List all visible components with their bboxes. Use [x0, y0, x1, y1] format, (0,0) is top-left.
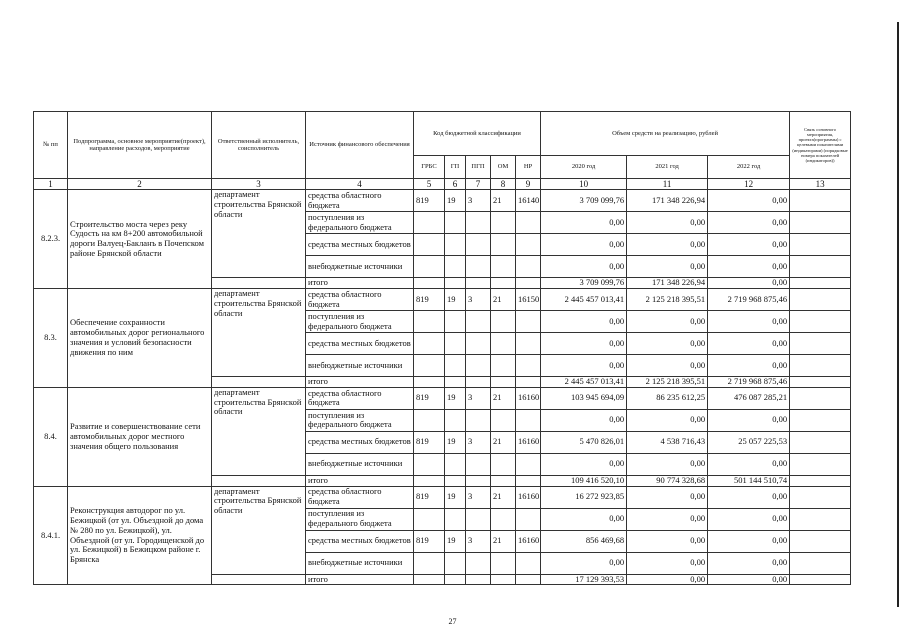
link-cell — [790, 311, 851, 333]
total-label: итого — [306, 377, 414, 388]
link-cell — [790, 333, 851, 355]
code-om: 21 — [491, 289, 516, 311]
column-number: 4 — [306, 179, 414, 190]
block-number: 8.4. — [34, 387, 68, 486]
block-number: 8.4.1. — [34, 486, 68, 585]
amount-2020: 0,00 — [541, 508, 627, 530]
amount-2020: 0,00 — [541, 256, 627, 278]
funding-source: внебюджетные источники — [306, 552, 414, 574]
funding-source: средства областного бюджета — [306, 486, 414, 508]
code-blank — [414, 278, 445, 289]
code-om — [491, 409, 516, 431]
code-pgp: 3 — [466, 387, 491, 409]
amount-2020: 103 945 694,09 — [541, 387, 627, 409]
code-pgp: 3 — [466, 289, 491, 311]
column-number: 8 — [491, 179, 516, 190]
amount-2021: 0,00 — [627, 552, 708, 574]
code-pgp — [466, 234, 491, 256]
funding-source: поступления из федерального бюджета — [306, 212, 414, 234]
header-2022: 2022 год — [708, 156, 790, 179]
total-2020: 3 709 099,76 — [541, 278, 627, 289]
amount-2021: 0,00 — [627, 453, 708, 475]
column-number-row — [34, 179, 851, 190]
code-gp — [445, 409, 466, 431]
header-source: Источник финансового обеспечения — [306, 112, 414, 179]
code-pgp: 3 — [466, 530, 491, 552]
amount-2020: 0,00 — [541, 212, 627, 234]
code-om: 21 — [491, 431, 516, 453]
code-pgp — [466, 212, 491, 234]
code-blank — [445, 377, 466, 388]
funding-source: средства областного бюджета — [306, 289, 414, 311]
link-cell — [790, 508, 851, 530]
link-cell — [790, 234, 851, 256]
code-gp: 19 — [445, 289, 466, 311]
column-number: 1 — [34, 179, 68, 190]
code-om: 21 — [491, 486, 516, 508]
code-blank — [466, 475, 491, 486]
code-np — [516, 409, 541, 431]
code-np: 16150 — [516, 289, 541, 311]
link-cell — [790, 574, 851, 585]
code-gp — [445, 234, 466, 256]
header-subprogram: Подпрограмма, основное мероприятие(проект), направление расходов, мероприятие — [68, 112, 212, 179]
code-gp: 19 — [445, 530, 466, 552]
code-blank — [491, 475, 516, 486]
amount-2021: 0,00 — [627, 409, 708, 431]
code-blank — [445, 278, 466, 289]
amount-2020: 2 445 457 013,41 — [541, 289, 627, 311]
amount-2020: 0,00 — [541, 409, 627, 431]
code-pgp — [466, 508, 491, 530]
code-om: 21 — [491, 387, 516, 409]
amount-2021: 4 538 716,43 — [627, 431, 708, 453]
link-cell — [790, 409, 851, 431]
block-executor: департамент строительства Брянской области — [212, 190, 306, 278]
code-np — [516, 333, 541, 355]
amount-2022: 476 087 285,21 — [708, 387, 790, 409]
code-om — [491, 212, 516, 234]
total-label: итого — [306, 574, 414, 585]
amount-2020: 856 469,68 — [541, 530, 627, 552]
header-2020: 2020 год — [541, 156, 627, 179]
block-name: Реконструкция автодорог по ул. Бежицкой (от ул. Объездной до дома № 280 по ул. Бежицкой), ул. Объездной (от ул. Городищенской до ул. Бежицкой) в Бежицком районе г. Брянска — [68, 486, 212, 585]
amount-2022: 0,00 — [708, 355, 790, 377]
code-blank — [414, 475, 445, 486]
header-np: НР — [516, 156, 541, 179]
code-blank — [491, 278, 516, 289]
link-cell — [790, 355, 851, 377]
code-grbs — [414, 508, 445, 530]
total-2021: 90 774 328,68 — [627, 475, 708, 486]
table-row — [34, 387, 851, 409]
amount-2021: 86 235 612,25 — [627, 387, 708, 409]
amount-2022: 0,00 — [708, 508, 790, 530]
code-np — [516, 234, 541, 256]
code-pgp — [466, 552, 491, 574]
total-2022: 0,00 — [708, 278, 790, 289]
code-gp — [445, 508, 466, 530]
amount-2022: 0,00 — [708, 530, 790, 552]
header-budget-code: Код бюджетной классификации — [414, 112, 541, 156]
amount-2020: 0,00 — [541, 234, 627, 256]
funding-source: средства местных бюджетов — [306, 431, 414, 453]
code-blank — [445, 574, 466, 585]
code-np — [516, 212, 541, 234]
link-cell — [790, 190, 851, 212]
code-blank — [414, 574, 445, 585]
code-om — [491, 552, 516, 574]
code-grbs: 819 — [414, 530, 445, 552]
amount-2021: 0,00 — [627, 311, 708, 333]
block-name: Развитие и совершенствование сети автомобильных дорог местного значения общего пользования — [68, 387, 212, 486]
link-cell — [790, 387, 851, 409]
column-number: 2 — [68, 179, 212, 190]
total-2020: 17 129 393,53 — [541, 574, 627, 585]
code-np — [516, 256, 541, 278]
block-number: 8.3. — [34, 289, 68, 388]
column-number: 7 — [466, 179, 491, 190]
executor-blank — [212, 574, 306, 585]
code-np: 16160 — [516, 486, 541, 508]
block-executor: департамент строительства Брянской области — [212, 289, 306, 377]
executor-blank — [212, 278, 306, 289]
code-gp — [445, 333, 466, 355]
code-gp: 19 — [445, 431, 466, 453]
code-blank — [516, 278, 541, 289]
code-gp — [445, 311, 466, 333]
column-number: 11 — [627, 179, 708, 190]
amount-2021: 0,00 — [627, 530, 708, 552]
block-name: Обеспечение сохранности автомобильных дорог регионального значения и условий безопасности движения по ним — [68, 289, 212, 388]
code-np — [516, 552, 541, 574]
code-grbs — [414, 552, 445, 574]
funding-source: средства местных бюджетов — [306, 530, 414, 552]
amount-2022: 0,00 — [708, 212, 790, 234]
code-pgp — [466, 256, 491, 278]
code-gp — [445, 212, 466, 234]
code-grbs — [414, 256, 445, 278]
total-2022: 2 719 968 875,46 — [708, 377, 790, 388]
funding-source: средства областного бюджета — [306, 190, 414, 212]
header-om: ОМ — [491, 156, 516, 179]
total-2021: 2 125 218 395,51 — [627, 377, 708, 388]
code-blank — [445, 475, 466, 486]
code-blank — [466, 377, 491, 388]
code-np: 16160 — [516, 431, 541, 453]
header-executor: Ответственный исполнитель, соисполнитель — [212, 112, 306, 179]
link-cell — [790, 212, 851, 234]
amount-2021: 2 125 218 395,51 — [627, 289, 708, 311]
page-edge-line — [897, 22, 899, 607]
block-number: 8.2.3. — [34, 190, 68, 289]
funding-source: средства местных бюджетов — [306, 333, 414, 355]
code-grbs — [414, 311, 445, 333]
funding-source: поступления из федерального бюджета — [306, 409, 414, 431]
code-pgp — [466, 409, 491, 431]
code-om — [491, 355, 516, 377]
total-label: итого — [306, 475, 414, 486]
code-om — [491, 508, 516, 530]
total-2020: 2 445 457 013,41 — [541, 377, 627, 388]
link-cell — [790, 377, 851, 388]
code-grbs — [414, 333, 445, 355]
amount-2022: 0,00 — [708, 311, 790, 333]
funding-source: внебюджетные источники — [306, 355, 414, 377]
code-blank — [466, 278, 491, 289]
code-blank — [516, 377, 541, 388]
amount-2022: 0,00 — [708, 409, 790, 431]
header-num: № пп — [34, 112, 68, 179]
header-link: Связь основного мероприятия, проекта(программы) с целевыми показателями (индикаторами) (порядковые номера показателей (индикаторов)) — [790, 112, 851, 179]
code-np: 16160 — [516, 387, 541, 409]
budget-table — [33, 111, 851, 585]
code-gp — [445, 453, 466, 475]
code-grbs: 819 — [414, 289, 445, 311]
code-om — [491, 311, 516, 333]
code-om — [491, 234, 516, 256]
code-np — [516, 311, 541, 333]
amount-2022: 0,00 — [708, 256, 790, 278]
amount-2020: 0,00 — [541, 453, 627, 475]
amount-2022: 0,00 — [708, 234, 790, 256]
amount-2020: 5 470 826,01 — [541, 431, 627, 453]
header-gp: ГП — [445, 156, 466, 179]
code-gp: 19 — [445, 486, 466, 508]
code-grbs — [414, 234, 445, 256]
link-cell — [790, 530, 851, 552]
code-om: 21 — [491, 530, 516, 552]
total-2020: 109 416 520,10 — [541, 475, 627, 486]
funding-source: средства областного бюджета — [306, 387, 414, 409]
code-grbs: 819 — [414, 387, 445, 409]
code-grbs: 819 — [414, 431, 445, 453]
amount-2021: 0,00 — [627, 333, 708, 355]
code-gp — [445, 552, 466, 574]
code-pgp: 3 — [466, 190, 491, 212]
column-number: 12 — [708, 179, 790, 190]
code-pgp — [466, 333, 491, 355]
amount-2021: 0,00 — [627, 256, 708, 278]
link-cell — [790, 289, 851, 311]
header-grbs: ГРБС — [414, 156, 445, 179]
amount-2021: 0,00 — [627, 355, 708, 377]
funding-source: внебюджетные источники — [306, 453, 414, 475]
total-2021: 171 348 226,94 — [627, 278, 708, 289]
table-header-row — [34, 112, 851, 156]
amount-2020: 0,00 — [541, 333, 627, 355]
header-volume: Объем средств на реализацию, рублей — [541, 112, 790, 156]
code-om — [491, 256, 516, 278]
amount-2021: 0,00 — [627, 234, 708, 256]
code-blank — [466, 574, 491, 585]
amount-2020: 16 272 923,85 — [541, 486, 627, 508]
code-pgp — [466, 453, 491, 475]
table-row — [34, 486, 851, 508]
header-pgp: ПГП — [466, 156, 491, 179]
code-grbs — [414, 453, 445, 475]
code-om: 21 — [491, 190, 516, 212]
code-np: 16140 — [516, 190, 541, 212]
code-gp: 19 — [445, 190, 466, 212]
executor-blank — [212, 377, 306, 388]
table-row — [34, 190, 851, 212]
column-number: 10 — [541, 179, 627, 190]
link-cell — [790, 431, 851, 453]
funding-source: внебюджетные источники — [306, 256, 414, 278]
amount-2022: 25 057 225,53 — [708, 431, 790, 453]
code-blank — [491, 377, 516, 388]
code-blank — [491, 574, 516, 585]
column-number: 13 — [790, 179, 851, 190]
link-cell — [790, 475, 851, 486]
amount-2022: 0,00 — [708, 552, 790, 574]
code-pgp — [466, 311, 491, 333]
amount-2022: 0,00 — [708, 190, 790, 212]
total-label: итого — [306, 278, 414, 289]
page-number: 27 — [448, 617, 457, 626]
amount-2022: 0,00 — [708, 486, 790, 508]
code-om — [491, 453, 516, 475]
amount-2020: 0,00 — [541, 311, 627, 333]
link-cell — [790, 453, 851, 475]
code-np — [516, 355, 541, 377]
column-number: 6 — [445, 179, 466, 190]
funding-source: поступления из федерального бюджета — [306, 311, 414, 333]
amount-2022: 0,00 — [708, 333, 790, 355]
code-grbs — [414, 212, 445, 234]
code-np: 16160 — [516, 530, 541, 552]
table-row — [34, 289, 851, 311]
code-gp — [445, 256, 466, 278]
code-om — [491, 333, 516, 355]
link-cell — [790, 256, 851, 278]
link-cell — [790, 552, 851, 574]
funding-source: поступления из федерального бюджета — [306, 508, 414, 530]
amount-2022: 2 719 968 875,46 — [708, 289, 790, 311]
total-2022: 501 144 510,74 — [708, 475, 790, 486]
code-grbs — [414, 409, 445, 431]
code-np — [516, 453, 541, 475]
code-gp — [445, 355, 466, 377]
amount-2020: 3 709 099,76 — [541, 190, 627, 212]
total-2022: 0,00 — [708, 574, 790, 585]
code-blank — [516, 475, 541, 486]
executor-blank — [212, 475, 306, 486]
column-number: 5 — [414, 179, 445, 190]
code-pgp: 3 — [466, 431, 491, 453]
column-number: 9 — [516, 179, 541, 190]
code-blank — [414, 377, 445, 388]
amount-2021: 0,00 — [627, 212, 708, 234]
block-executor: департамент строительства Брянской области — [212, 387, 306, 475]
link-cell — [790, 486, 851, 508]
block-executor: департамент строительства Брянской области — [212, 486, 306, 574]
code-pgp: 3 — [466, 486, 491, 508]
amount-2020: 0,00 — [541, 355, 627, 377]
code-grbs — [414, 355, 445, 377]
total-2021: 0,00 — [627, 574, 708, 585]
code-pgp — [466, 355, 491, 377]
funding-source: средства местных бюджетов — [306, 234, 414, 256]
amount-2020: 0,00 — [541, 552, 627, 574]
link-cell — [790, 278, 851, 289]
code-grbs: 819 — [414, 486, 445, 508]
header-2021: 2021 год — [627, 156, 708, 179]
amount-2021: 0,00 — [627, 486, 708, 508]
code-grbs: 819 — [414, 190, 445, 212]
column-number: 3 — [212, 179, 306, 190]
code-gp: 19 — [445, 387, 466, 409]
amount-2021: 0,00 — [627, 508, 708, 530]
code-np — [516, 508, 541, 530]
amount-2022: 0,00 — [708, 453, 790, 475]
amount-2021: 171 348 226,94 — [627, 190, 708, 212]
block-name: Строительство моста через реку Судость на км 8+200 автомобильной дороги Валуец-Бакланъ в Почепском районе Брянской области — [68, 190, 212, 289]
code-blank — [516, 574, 541, 585]
